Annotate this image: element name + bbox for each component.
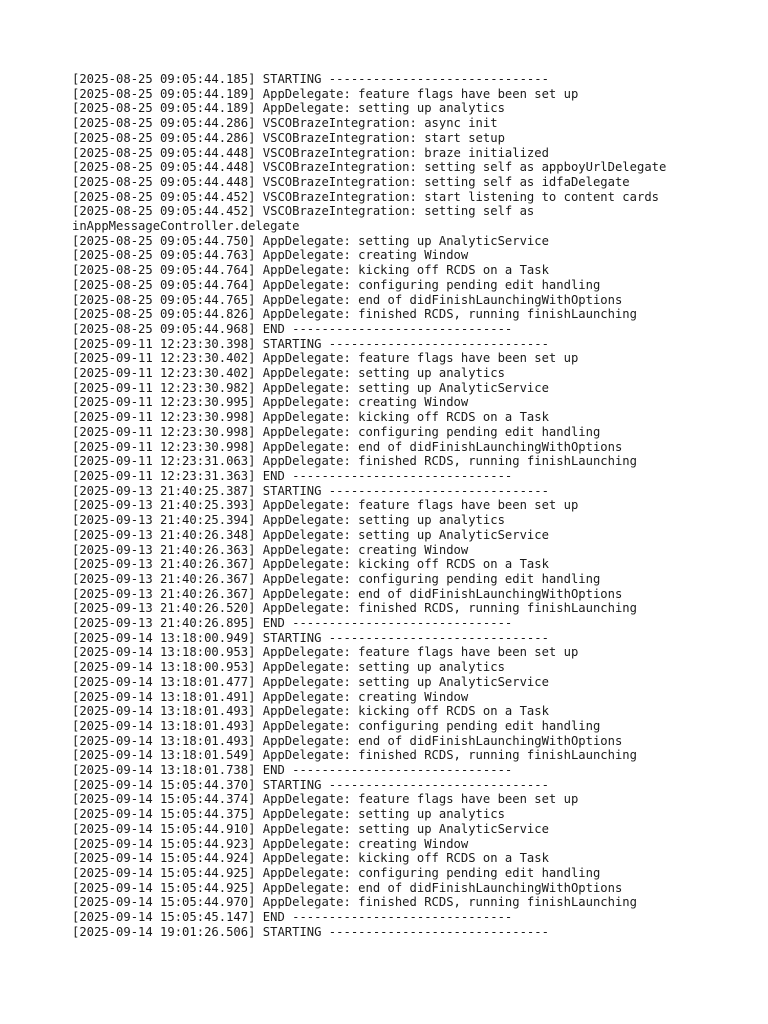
log-line: [2025-08-25 09:05:44.189] AppDelegate: setting up analytics [72, 101, 505, 116]
log-line: [2025-09-14 13:18:00.949] STARTING ------------------------------ [72, 630, 549, 645]
log-line: [2025-09-14 15:05:44.924] AppDelegate: kicking off RCDS on a Task [72, 851, 549, 866]
log-line: [2025-09-11 12:23:30.402] AppDelegate: setting up analytics [72, 366, 505, 381]
log-line: [2025-08-25 09:05:44.968] END ------------------------------ [72, 321, 513, 336]
log-line: [2025-08-25 09:05:44.765] AppDelegate: end of didFinishLaunchingWithOptions [72, 292, 623, 307]
log-line: [2025-09-13 21:40:26.367] AppDelegate: kicking off RCDS on a Task [72, 557, 549, 572]
log-line: [2025-09-14 13:18:01.549] AppDelegate: finished RCDS, running finishLaunching [72, 748, 637, 763]
log-line: [2025-09-13 21:40:25.387] STARTING ------------------------------ [72, 483, 549, 498]
log-line: [2025-09-14 15:05:44.375] AppDelegate: setting up analytics [72, 807, 505, 822]
log-line: [2025-09-13 21:40:26.520] AppDelegate: finished RCDS, running finishLaunching [72, 601, 637, 616]
log-line: [2025-08-25 09:05:44.448] VSCOBrazeIntegration: braze initialized [72, 145, 549, 160]
log-line: [2025-08-25 09:05:44.448] VSCOBrazeIntegration: setting self as appboyUrlDelegate [72, 160, 667, 175]
log-line: [2025-08-25 09:05:44.448] VSCOBrazeIntegration: setting self as idfaDelegate [72, 174, 630, 189]
log-line: [2025-09-13 21:40:26.367] AppDelegate: end of didFinishLaunchingWithOptions [72, 586, 623, 601]
log-line: [2025-08-25 09:05:44.452] VSCOBrazeIntegration: setting self as [72, 204, 535, 219]
log-line: [2025-09-14 15:05:44.925] AppDelegate: end of didFinishLaunchingWithOptions [72, 880, 623, 895]
log-line: [2025-09-14 19:01:26.506] STARTING ------------------------------ [72, 924, 549, 939]
log-line: [2025-09-11 12:23:30.982] AppDelegate: setting up AnalyticService [72, 380, 549, 395]
log-line: [2025-09-14 13:18:01.738] END ------------------------------ [72, 763, 513, 778]
log-line: [2025-09-11 12:23:30.402] AppDelegate: feature flags have been set up [72, 351, 579, 366]
log-line: inAppMessageController.delegate [72, 219, 300, 234]
log-line: [2025-09-11 12:23:30.995] AppDelegate: creating Window [72, 395, 469, 410]
log-line: [2025-08-25 09:05:44.763] AppDelegate: creating Window [72, 248, 469, 263]
log-line: [2025-09-14 15:05:44.923] AppDelegate: creating Window [72, 836, 469, 851]
log-line: [2025-09-14 15:05:44.910] AppDelegate: setting up AnalyticService [72, 821, 549, 836]
log-line: [2025-09-11 12:23:31.363] END ------------------------------ [72, 468, 513, 483]
log-line: [2025-09-13 21:40:26.363] AppDelegate: creating Window [72, 542, 469, 557]
log-line: [2025-09-14 13:18:01.493] AppDelegate: end of didFinishLaunchingWithOptions [72, 733, 623, 748]
log-line: [2025-09-14 15:05:44.374] AppDelegate: feature flags have been set up [72, 792, 579, 807]
log-line: [2025-08-25 09:05:44.286] VSCOBrazeIntegration: async init [72, 116, 498, 131]
log-line: [2025-09-14 15:05:44.370] STARTING ------------------------------ [72, 777, 549, 792]
log-line: [2025-09-13 21:40:26.348] AppDelegate: setting up AnalyticService [72, 527, 549, 542]
log-line: [2025-09-11 12:23:30.998] AppDelegate: kicking off RCDS on a Task [72, 410, 549, 425]
log-line: [2025-09-14 15:05:45.147] END ------------------------------ [72, 910, 513, 925]
log-line: [2025-08-25 09:05:44.452] VSCOBrazeIntegration: start listening to content cards [72, 189, 659, 204]
log-line: [2025-08-25 09:05:44.764] AppDelegate: configuring pending edit handling [72, 277, 601, 292]
log-line: [2025-09-11 12:23:30.998] AppDelegate: end of didFinishLaunchingWithOptions [72, 439, 623, 454]
log-line: [2025-08-25 09:05:44.189] AppDelegate: feature flags have been set up [72, 86, 579, 101]
log-line: [2025-09-13 21:40:26.895] END ------------------------------ [72, 616, 513, 631]
log-line: [2025-09-14 13:18:01.493] AppDelegate: configuring pending edit handling [72, 718, 601, 733]
log-line: [2025-09-11 12:23:30.398] STARTING ------------------------------ [72, 336, 549, 351]
log-line: [2025-09-14 13:18:01.493] AppDelegate: kicking off RCDS on a Task [72, 704, 549, 719]
log-line: [2025-09-13 21:40:25.393] AppDelegate: feature flags have been set up [72, 498, 579, 513]
log-line: [2025-08-25 09:05:44.764] AppDelegate: kicking off RCDS on a Task [72, 263, 549, 278]
log-line: [2025-08-25 09:05:44.286] VSCOBrazeIntegration: start setup [72, 130, 505, 145]
log-line: [2025-08-25 09:05:44.750] AppDelegate: setting up AnalyticService [72, 233, 549, 248]
log-line: [2025-09-14 13:18:00.953] AppDelegate: feature flags have been set up [72, 645, 579, 660]
log-line: [2025-09-14 13:18:00.953] AppDelegate: setting up analytics [72, 660, 505, 675]
log-line: [2025-09-14 15:05:44.925] AppDelegate: configuring pending edit handling [72, 865, 601, 880]
log-line: [2025-09-11 12:23:31.063] AppDelegate: finished RCDS, running finishLaunching [72, 454, 637, 469]
log-line: [2025-08-25 09:05:44.826] AppDelegate: finished RCDS, running finishLaunching [72, 307, 637, 322]
log-line: [2025-08-25 09:05:44.185] STARTING ------------------------------ [72, 72, 549, 86]
log-line: [2025-09-14 13:18:01.477] AppDelegate: setting up AnalyticService [72, 674, 549, 689]
log-line: [2025-09-14 15:05:44.970] AppDelegate: finished RCDS, running finishLaunching [72, 895, 637, 910]
log-line: [2025-09-11 12:23:30.998] AppDelegate: configuring pending edit handling [72, 424, 601, 439]
log-line: [2025-09-13 21:40:26.367] AppDelegate: configuring pending edit handling [72, 571, 601, 586]
log-line: [2025-09-13 21:40:25.394] AppDelegate: setting up analytics [72, 513, 505, 528]
log-document [72, 72, 712, 939]
log-line: [2025-09-14 13:18:01.491] AppDelegate: creating Window [72, 689, 469, 704]
log-body [72, 72, 712, 939]
